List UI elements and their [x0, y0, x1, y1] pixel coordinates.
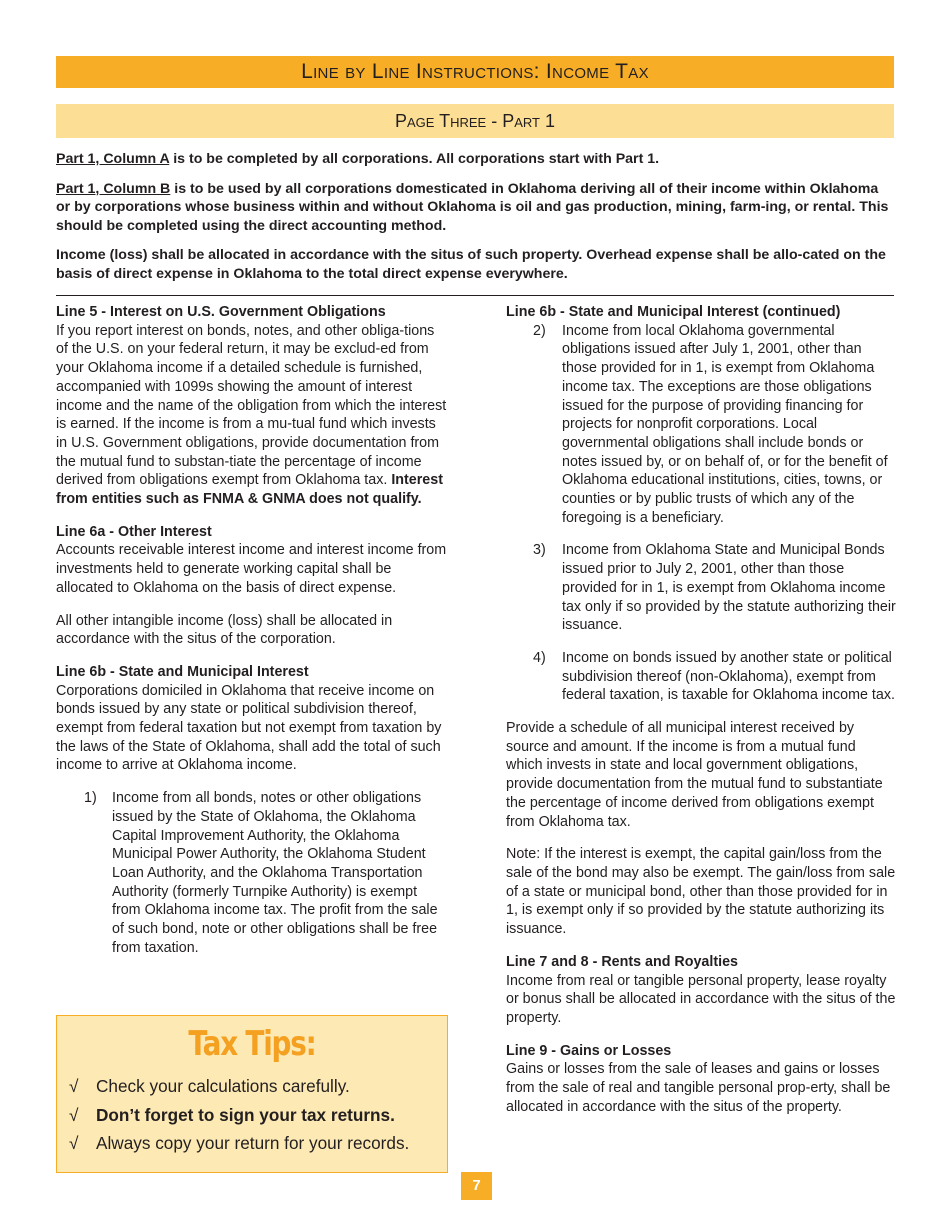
tax-tip — [69, 1101, 444, 1130]
list-item — [506, 322, 896, 528]
line6b-continued-heading: Line 6b - State and Municipal Interest (continued) — [506, 304, 841, 320]
intro-allocation: Income (loss) shall be allocated in accordance with the situs of such property. Overhead expense shall be allo-cated on the basis of direct expense in Oklahoma to the total direct expense everywhere. — [56, 247, 886, 282]
line5-body — [56, 322, 448, 509]
check-icon: √ — [69, 1133, 79, 1153]
list-item — [506, 541, 896, 635]
page-title: Line by Line Instructions: Income Tax — [301, 60, 649, 83]
line5-section — [56, 303, 448, 509]
right-column — [506, 303, 896, 1130]
tax-tip-text: Check your calculations carefully. — [96, 1076, 350, 1096]
list-item-number: 3) — [533, 542, 546, 559]
intro-column-b — [56, 180, 896, 236]
line9-body: Gains or losses from the sale of leases and gains or losses from the sale of real and tangible personal prop-erty, shall be allocated in accordance with the situs of the property. — [506, 1061, 891, 1115]
schedule-paragraph: Provide a schedule of all municipal interest received by source and amount. If the income is from a mutual fund which invests in state and local government obligations, provide documentation from the mutual fund to substantiate the percentage of income derived from obligations exempt from Oklahoma tax. — [506, 720, 883, 830]
list-item — [506, 649, 896, 705]
list-item-number: 2) — [533, 322, 546, 339]
line5-bold-note: Interest from entities such as FNMA & GNMA does not qualify. — [56, 472, 443, 508]
tax-tip — [69, 1129, 444, 1158]
list-item-text: Income from all bonds, notes or other obligations issued by the State of Oklahoma, the Oklahoma Capital Improvement Authority, the Oklahoma Municipal Power Authority, the Oklahoma Student Loan Authority, and the Oklahoma Transportation Authority (formerly Turnpike Authority) is exempt from Oklahoma income tax. The profit from the sale of such bond, note or other obligations shall be free from taxation. — [112, 790, 438, 956]
divider — [56, 295, 894, 296]
line6b-body: Corporations domiciled in Oklahoma that receive income on bonds issued by any state or political subdivision thereof, exempt from federal taxation but not exempt from taxation by the laws of the State of Oklahoma, shall add the total of such income to arrive at Oklahoma income. — [56, 682, 442, 774]
column-a-text: is to be completed by all corporations. All corporations start with Part 1. — [169, 151, 660, 167]
line6b-list — [56, 789, 448, 957]
column-b-text: is to be used by all corporations domesticated in Oklahoma deriving all of their income within Oklahoma or by corporations whose business within and without Oklahoma is oil and gas production, mining, farm-ing, or rental. This should be completed using the direct accounting method. — [56, 180, 889, 234]
column-b-label: Part 1, Column B — [56, 180, 171, 197]
line78-body: Income from real or tangible personal property, lease royalty or bonus shall be allocated in accordance with the situs of the property. — [506, 972, 896, 1026]
intro-column-a — [56, 150, 896, 169]
section-subtitle-banner — [56, 104, 894, 138]
tax-tips-title: Tax Tips: — [188, 1024, 316, 1064]
tax-tip-text: Always copy your return for your records. — [96, 1133, 410, 1153]
section-subtitle: Page Three - Part 1 — [394, 111, 556, 131]
line78-heading: Line 7 and 8 - Rents and Royalties — [506, 953, 738, 970]
check-icon: √ — [69, 1104, 79, 1125]
list-item-text: Income from local Oklahoma governmental obligations issued after July 1, 2001, other than those provided for in 1, is exempt from Oklahoma income tax. The exceptions are those obligations issued for the purpose of providing financing for projects for nonprofit corporations. Local governmental obligations shall include bonds or notes issued by, or on behalf of, or for the benefit of Oklahoma educational institutions, cities, towns, or counties or by public trusts of which any of the foregoing is a beneficiary. — [562, 322, 888, 526]
line6b-heading: Line 6b - State and Municipal Interest — [56, 663, 309, 680]
intro-section — [56, 150, 896, 294]
left-column — [56, 303, 448, 972]
line6a-body-2: All other intangible income (loss) shall be allocated in accordance with the situs of the corporation. — [56, 612, 393, 648]
line5-heading: Line 5 - Interest on U.S. Government Obligations — [56, 304, 386, 320]
page-number: 7 — [461, 1172, 492, 1200]
column-a-label: Part 1, Column A — [56, 151, 170, 167]
page-title-banner — [56, 56, 894, 88]
line5-text: If you report interest on bonds, notes, and other obliga-tions of the U.S. on your federal return, it may be exclud-ed from your Oklahoma income if a detailed schedule is furnished, accompanied with 1099s showing the amount of interest income and the name of the obligation from which the interest is earned. If the income is from a mu-tual fund which invests in U.S. Government obligations, provide documentation from the mutual fund to substan-tiate the percentage of income derived from obligations exempt from Oklahoma tax. — [56, 322, 447, 489]
list-item-number: 1) — [84, 790, 97, 807]
list-item — [56, 789, 448, 957]
tax-tips-list — [69, 1072, 444, 1158]
tax-tips-box — [56, 1015, 448, 1173]
line6b-section — [56, 663, 448, 775]
list-item-text: Income on bonds issued by another state or political subdivision thereof (non-Oklahoma), exempt from federal taxation, is taxable for Oklahoma income tax. — [562, 649, 895, 704]
line78-section — [506, 953, 896, 1028]
tax-tip — [69, 1072, 444, 1101]
line9-section — [506, 1042, 896, 1117]
list-item-number: 4) — [533, 649, 546, 666]
line9-heading: Line 9 - Gains or Losses — [506, 1042, 672, 1059]
list-item-text: Income from Oklahoma State and Municipal Bonds issued prior to July 2, 2001, other than those provided for in 1, is exempt from Oklahoma income tax only if so provided by the statute authorizing their issuance. — [562, 542, 896, 634]
line6a-body: Accounts receivable interest income and interest income from investments held to generate working capital shall be allocated to Oklahoma on the basis of direct expense. — [56, 542, 447, 596]
tax-tip-text: Don’t forget to sign your tax returns. — [96, 1104, 395, 1125]
line6b-continued-list — [506, 322, 896, 705]
check-icon: √ — [69, 1076, 79, 1096]
line6a-heading: Line 6a - Other Interest — [56, 523, 212, 540]
line6a-section — [56, 523, 448, 598]
note-paragraph: Note: If the interest is exempt, the capital gain/loss from the sale of the bond may also be exempt. The gain/loss from sale of a state or municipal bond, other than those provided for in 1, is exempt only if so provided by the statute authorizing its issuance. — [506, 846, 896, 938]
